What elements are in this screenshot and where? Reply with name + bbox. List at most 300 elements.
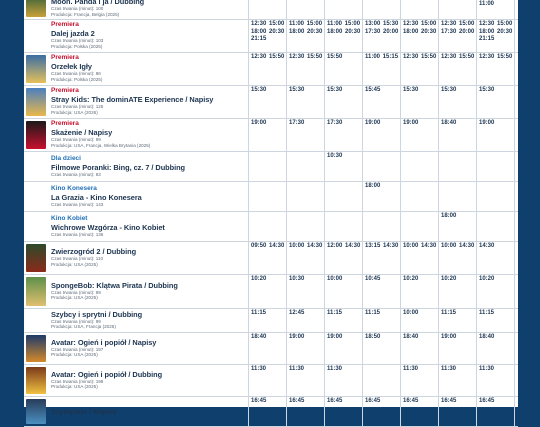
movie-info [24, 85, 248, 118]
duration-label: Czas trwania (minut): [51, 231, 95, 237]
day-cell [400, 241, 438, 274]
day-cell [476, 211, 514, 241]
movie-info [24, 118, 248, 151]
movie-production [51, 295, 247, 301]
movie-text [51, 338, 247, 359]
movie-text [51, 407, 247, 416]
movie-row [24, 241, 518, 275]
movie-info [24, 19, 248, 52]
showtimes[interactable]: 10:00 [327, 276, 343, 282]
movie-poster[interactable] [26, 244, 46, 272]
duration-value: 99 [95, 318, 101, 324]
day-cell [362, 364, 400, 396]
day-cell [476, 332, 514, 364]
showtimes[interactable]: 10:00 14:30 [441, 243, 475, 249]
day-cell [514, 181, 518, 211]
duration-value: 99 [95, 137, 101, 143]
day-cell [438, 364, 476, 396]
day-cell [362, 85, 400, 118]
duration-label: Czas trwania (minut): [51, 137, 95, 143]
movie-text [51, 155, 247, 178]
day-cell [248, 118, 286, 151]
day-cell [362, 274, 400, 308]
production-label: Produkcja: [51, 324, 73, 330]
showtimes[interactable]: 11:00 15:15 [365, 54, 399, 60]
day-cell [286, 181, 324, 211]
movie-info [24, 0, 248, 19]
movie-row [24, 308, 518, 333]
day-cell [400, 211, 438, 241]
duration-value: 136 [95, 231, 104, 237]
day-cell [362, 181, 400, 211]
day-cell [324, 0, 362, 19]
movie-title[interactable]: Avatar: Ogień i popiół / Napisy [51, 337, 157, 347]
production-value: USA (2026) [74, 109, 98, 115]
showtimes[interactable]: 14:30 [479, 243, 495, 249]
movie-title[interactable]: Szybcy i sprytni / Dubbing [51, 309, 143, 319]
showtimes[interactable]: 19:00 [327, 334, 343, 340]
movie-row [24, 332, 518, 365]
day-cell [248, 151, 286, 181]
day-cell [438, 241, 476, 274]
showtimes[interactable]: 18:40 [479, 334, 495, 340]
showtimes[interactable]: 18:50 [365, 334, 381, 340]
day-cell [514, 19, 518, 52]
day-cell [438, 332, 476, 364]
day-cell [476, 364, 514, 396]
showtimes[interactable]: 15:30 [251, 87, 267, 93]
movie-text [51, 281, 247, 302]
day-cell [476, 52, 514, 85]
day-cell [286, 364, 324, 396]
day-cell [514, 332, 518, 364]
showtimes[interactable]: 11:15 [441, 310, 457, 316]
production-label: Produkcja: [51, 142, 73, 148]
movie-production [51, 352, 247, 358]
showtimes[interactable]: 11:00 15:00 18:00 20:30 [327, 21, 361, 35]
movie-title[interactable]: Moon. Panda i ja / Dubbing [51, 0, 145, 6]
day-cell [248, 85, 286, 118]
movie-tag: Premiera [51, 54, 79, 62]
production-value: USA (2025) [74, 352, 98, 358]
showtimes[interactable]: 11:00 15:00 18:00 20:30 [289, 21, 323, 35]
day-cell [362, 396, 400, 426]
day-cell [514, 52, 518, 85]
movie-title[interactable]: Skażenie / Napisy [51, 128, 113, 138]
movie-production [51, 12, 247, 18]
production-value: Polska (2025) [74, 76, 103, 82]
duration-label: Czas trwania (minut): [51, 6, 95, 11]
day-cell [362, 308, 400, 332]
showtimes[interactable]: 10:20 [403, 276, 419, 282]
showtimes[interactable]: 10:30 [327, 153, 343, 159]
day-cell [400, 274, 438, 308]
movie-production [51, 44, 247, 50]
showtimes[interactable]: 15:50 [327, 54, 343, 60]
day-cell [514, 0, 518, 19]
movie-row [24, 118, 518, 152]
movie-tag: Premiera [51, 87, 79, 95]
day-cell [400, 151, 438, 181]
showtimes[interactable]: 11:15 [365, 310, 381, 316]
day-cell [438, 118, 476, 151]
day-cell [438, 181, 476, 211]
showtimes[interactable]: 12:30 15:50 [403, 54, 437, 60]
day-cell [324, 396, 362, 426]
movie-row [24, 396, 518, 427]
movie-production [51, 262, 247, 268]
day-cell [286, 241, 324, 274]
day-cell [514, 364, 518, 396]
day-cell [324, 181, 362, 211]
showtimes[interactable]: 11:15 [479, 310, 495, 316]
movie-info [24, 274, 248, 308]
showtimes[interactable]: 11:30 [327, 366, 343, 372]
movie-title[interactable]: SpongeBob: Klątwa Pirata / Dubbing [51, 280, 178, 290]
duration-label: Czas trwania (minut): [51, 201, 95, 207]
day-cell [400, 19, 438, 52]
movie-info [24, 211, 248, 241]
duration-value: 110 [95, 256, 104, 262]
showtimes[interactable]: 10:00 14:30 [403, 243, 437, 249]
day-cell [514, 118, 518, 151]
day-cell [476, 241, 514, 274]
movie-title[interactable]: Orzełek Igły [51, 62, 92, 72]
showtimes[interactable]: 12:30 15:50 [289, 54, 323, 60]
day-cell [438, 19, 476, 52]
day-cell [400, 396, 438, 426]
movie-text [51, 185, 247, 208]
showtimes[interactable]: 13:00 15:30 17:30 20:00 [365, 21, 399, 35]
day-cell [324, 364, 362, 396]
showtimes[interactable]: 12:30 15:50 [479, 54, 513, 60]
movie-info [24, 332, 248, 364]
showtimes[interactable]: 10:20 [251, 276, 267, 282]
showtimes[interactable]: 12:30 15:50 [441, 54, 475, 60]
movie-text [51, 310, 247, 331]
showtimes[interactable]: 15:30 [327, 87, 343, 93]
day-cell [514, 151, 518, 181]
showtimes[interactable]: 15:30 [403, 87, 419, 93]
movie-tag: Premiera [51, 21, 79, 29]
day-cell [324, 211, 362, 241]
duration-label: Czas trwania (minut): [51, 256, 95, 262]
showtimes[interactable]: 12:00 14:30 [327, 243, 361, 249]
movie-duration [51, 172, 247, 178]
day-cell [438, 52, 476, 85]
movie-text [51, 370, 247, 391]
day-cell [438, 308, 476, 332]
movie-poster[interactable] [26, 121, 46, 149]
showtimes[interactable]: 13:15 14:30 [365, 243, 399, 249]
day-cell [248, 308, 286, 332]
day-cell [324, 151, 362, 181]
showtimes[interactable]: 15:30 [479, 87, 495, 93]
day-cell [362, 151, 400, 181]
day-cell [514, 274, 518, 308]
movie-title[interactable]: Filmowe Poranki: Bing, cz. 7 / Dubbing [51, 162, 186, 172]
movie-text [51, 54, 247, 83]
showtimes[interactable]: 11:30 [479, 366, 495, 372]
day-cell [514, 241, 518, 274]
day-cell [248, 211, 286, 241]
duration-value: 100 [95, 6, 104, 11]
production-value: USA (2025) [74, 384, 98, 390]
day-cell [438, 211, 476, 241]
production-label: Produkcja: [51, 384, 73, 390]
showtimes[interactable]: 11:15 [251, 310, 267, 316]
showtimes[interactable]: 12:45 [289, 310, 305, 316]
movie-title[interactable]: Wichrowe Wzgórza - Kino Kobiet [51, 222, 165, 232]
movie-tag: Dla dzieci [51, 154, 81, 162]
showtimes[interactable]: 09:50 14:30 [251, 243, 285, 249]
day-cell [286, 332, 324, 364]
movie-production [51, 324, 247, 330]
day-cell [400, 181, 438, 211]
showtimes[interactable]: 18:40 [441, 120, 457, 126]
day-cell [438, 151, 476, 181]
movie-poster[interactable] [26, 88, 46, 116]
movie-row [24, 211, 518, 242]
production-label: Produkcja: [51, 109, 73, 115]
day-cell [248, 0, 286, 19]
movie-poster[interactable] [26, 55, 46, 83]
movie-title[interactable]: Avatar: Ogień i popiół / Dubbing [51, 369, 163, 379]
duration-value: 103 [95, 38, 104, 44]
day-cell [438, 396, 476, 426]
production-label: Produkcja: [51, 295, 73, 301]
day-cell [400, 118, 438, 151]
day-cell [286, 19, 324, 52]
movie-info [24, 52, 248, 85]
day-cell [514, 396, 518, 426]
movie-info [24, 364, 248, 396]
day-cell [248, 396, 286, 426]
showtimes[interactable]: 19:00 [479, 120, 495, 126]
movie-row [24, 364, 518, 397]
showtimes[interactable]: 11:00 [479, 1, 495, 7]
day-cell [248, 364, 286, 396]
day-cell [476, 181, 514, 211]
showtimes[interactable]: 10:20 [441, 276, 457, 282]
day-cell [324, 241, 362, 274]
day-cell [476, 274, 514, 308]
duration-value: 143 [95, 201, 104, 207]
movie-title[interactable]: Dalej jazda 2 [51, 29, 95, 39]
movie-text [51, 87, 247, 116]
movie-info [24, 241, 248, 274]
movie-row [24, 0, 518, 20]
movie-row [24, 274, 518, 309]
showtimes[interactable]: 18:40 [403, 334, 419, 340]
day-cell [476, 0, 514, 19]
day-cell [324, 52, 362, 85]
movie-title[interactable]: La Grazia - Kino Konesera [51, 192, 142, 202]
showtimes[interactable]: 18:40 [251, 334, 267, 340]
movie-info [24, 308, 248, 332]
duration-label: Czas trwania (minut): [51, 71, 95, 77]
showtimes[interactable]: 17:30 [327, 120, 343, 126]
duration-value: 89 [95, 289, 101, 295]
day-cell [514, 308, 518, 332]
movie-text [51, 120, 247, 149]
showtimes[interactable]: 11:15 [327, 310, 343, 316]
showtimes[interactable]: 11:30 [403, 366, 419, 372]
showtimes[interactable]: 17:30 [289, 120, 305, 126]
showtimes[interactable]: 16:45 [327, 398, 343, 404]
movie-row [24, 85, 518, 119]
movie-duration [51, 202, 247, 208]
day-cell [400, 52, 438, 85]
day-cell [286, 151, 324, 181]
day-cell [400, 364, 438, 396]
movie-info [24, 151, 248, 181]
production-value: USA, Francja (2025) [74, 324, 116, 330]
duration-label: Czas trwania (minut): [51, 289, 95, 295]
showtimes[interactable]: 19:00 [251, 120, 267, 126]
showtimes[interactable]: 19:00 [441, 334, 457, 340]
production-value: Francja, Belgia (2025) [74, 11, 120, 17]
production-value: Polska (2025) [74, 43, 103, 49]
day-cell [324, 274, 362, 308]
day-cell [286, 85, 324, 118]
movie-tag: Kino Konesera [51, 184, 97, 192]
showtimes[interactable]: 12:30 15:00 18:00 20:30 [403, 21, 437, 35]
movie-text [51, 0, 247, 18]
day-cell [362, 241, 400, 274]
showtimes[interactable]: 16:45 [441, 398, 457, 404]
showtimes[interactable]: 15:30 [441, 87, 457, 93]
movie-title[interactable]: Zwierzogród 2 / Dubbing [51, 247, 137, 257]
day-cell [286, 52, 324, 85]
duration-value: 125 [95, 104, 104, 110]
day-cell [324, 118, 362, 151]
showtimes[interactable]: 18:00 [441, 213, 457, 219]
duration-label: Czas trwania (minut): [51, 378, 95, 384]
production-label: Produkcja: [51, 43, 73, 49]
production-value: USA (2025) [74, 295, 98, 301]
duration-value: 83 [95, 171, 101, 177]
movie-text [51, 21, 247, 50]
day-cell [286, 118, 324, 151]
showtimes[interactable]: 10:00 14:30 [289, 243, 323, 249]
movie-poster[interactable] [26, 277, 46, 306]
showtimes[interactable]: 10:00 [403, 310, 419, 316]
day-cell [286, 211, 324, 241]
movie-duration [51, 232, 247, 238]
day-cell [476, 151, 514, 181]
showtimes[interactable]: 11:30 [289, 366, 305, 372]
day-cell [476, 19, 514, 52]
movie-row [24, 52, 518, 86]
production-label: Produkcja: [51, 76, 73, 82]
day-cell [324, 308, 362, 332]
showtimes[interactable]: 19:00 [289, 334, 305, 340]
day-cell [362, 19, 400, 52]
showtimes[interactable]: 10:20 [479, 276, 495, 282]
day-cell [476, 85, 514, 118]
movie-production [51, 77, 247, 83]
movie-tag: Premiera [51, 120, 79, 128]
showtimes[interactable]: 15:30 [289, 87, 305, 93]
movie-text [51, 247, 247, 268]
showtimes[interactable]: 12:30 15:50 [251, 54, 285, 60]
day-cell [248, 181, 286, 211]
day-cell [514, 85, 518, 118]
day-cell [362, 118, 400, 151]
movie-row [24, 19, 518, 53]
movie-poster[interactable] [26, 0, 46, 17]
movie-title[interactable]: Szympans / Napisy [51, 406, 118, 416]
day-cell [324, 85, 362, 118]
movie-tag: Kino Kobiet [51, 214, 88, 222]
day-cell [400, 308, 438, 332]
showtimes[interactable]: 19:00 [365, 120, 381, 126]
duration-label: Czas trwania (minut): [51, 171, 95, 177]
showtimes[interactable]: 11:30 [441, 366, 457, 372]
day-cell [248, 332, 286, 364]
showtimes[interactable]: 19:00 [403, 120, 419, 126]
movie-production [51, 384, 247, 390]
day-cell [248, 241, 286, 274]
day-cell [362, 211, 400, 241]
day-cell [286, 396, 324, 426]
showtimes[interactable]: 18:00 [365, 183, 381, 189]
showtimes[interactable]: 12:30 15:00 18:00 20:30 21:15 [479, 21, 513, 43]
showtimes[interactable]: 10:30 [289, 276, 305, 282]
showtimes[interactable]: 16:45 [365, 398, 381, 404]
day-cell [362, 52, 400, 85]
day-cell [476, 118, 514, 151]
day-cell [324, 332, 362, 364]
showtimes[interactable]: 16:45 [251, 398, 267, 404]
duration-value: 197 [95, 346, 104, 352]
day-cell [248, 52, 286, 85]
production-value: USA, Francja, Wielka Brytania (2025) [74, 142, 151, 148]
showtimes[interactable]: 10:45 [365, 276, 381, 282]
showtimes[interactable]: 16:45 [289, 398, 305, 404]
day-cell [476, 308, 514, 332]
duration-label: Czas trwania (minut): [51, 38, 95, 44]
day-cell [286, 308, 324, 332]
showtimes[interactable]: 15:45 [365, 87, 381, 93]
movie-poster[interactable] [26, 335, 46, 362]
showtimes[interactable]: 12:30 15:00 18:00 20:30 21:15 [251, 21, 285, 43]
day-cell [400, 0, 438, 19]
day-cell [362, 0, 400, 19]
movie-production [51, 143, 247, 149]
day-cell [362, 332, 400, 364]
day-cell [476, 396, 514, 426]
movie-info [24, 181, 248, 211]
movie-poster[interactable] [26, 367, 46, 394]
duration-value: 86 [95, 71, 101, 77]
day-cell [248, 19, 286, 52]
movie-title[interactable]: Stray Kids: The dominATE Experience / Napisy [51, 95, 214, 105]
schedule-table [24, 0, 518, 416]
showtimes[interactable]: 12:30 15:00 17:30 20:00 [441, 21, 475, 35]
showtimes[interactable]: 16:45 [403, 398, 419, 404]
movie-poster[interactable] [26, 399, 46, 424]
day-cell [286, 0, 324, 19]
movie-row [24, 151, 518, 182]
duration-value: 198 [95, 378, 104, 384]
showtimes[interactable]: 11:30 [251, 366, 267, 372]
movie-row [24, 181, 518, 212]
movie-text [51, 215, 247, 238]
day-cell [438, 274, 476, 308]
showtimes[interactable]: 16:45 [479, 398, 495, 404]
